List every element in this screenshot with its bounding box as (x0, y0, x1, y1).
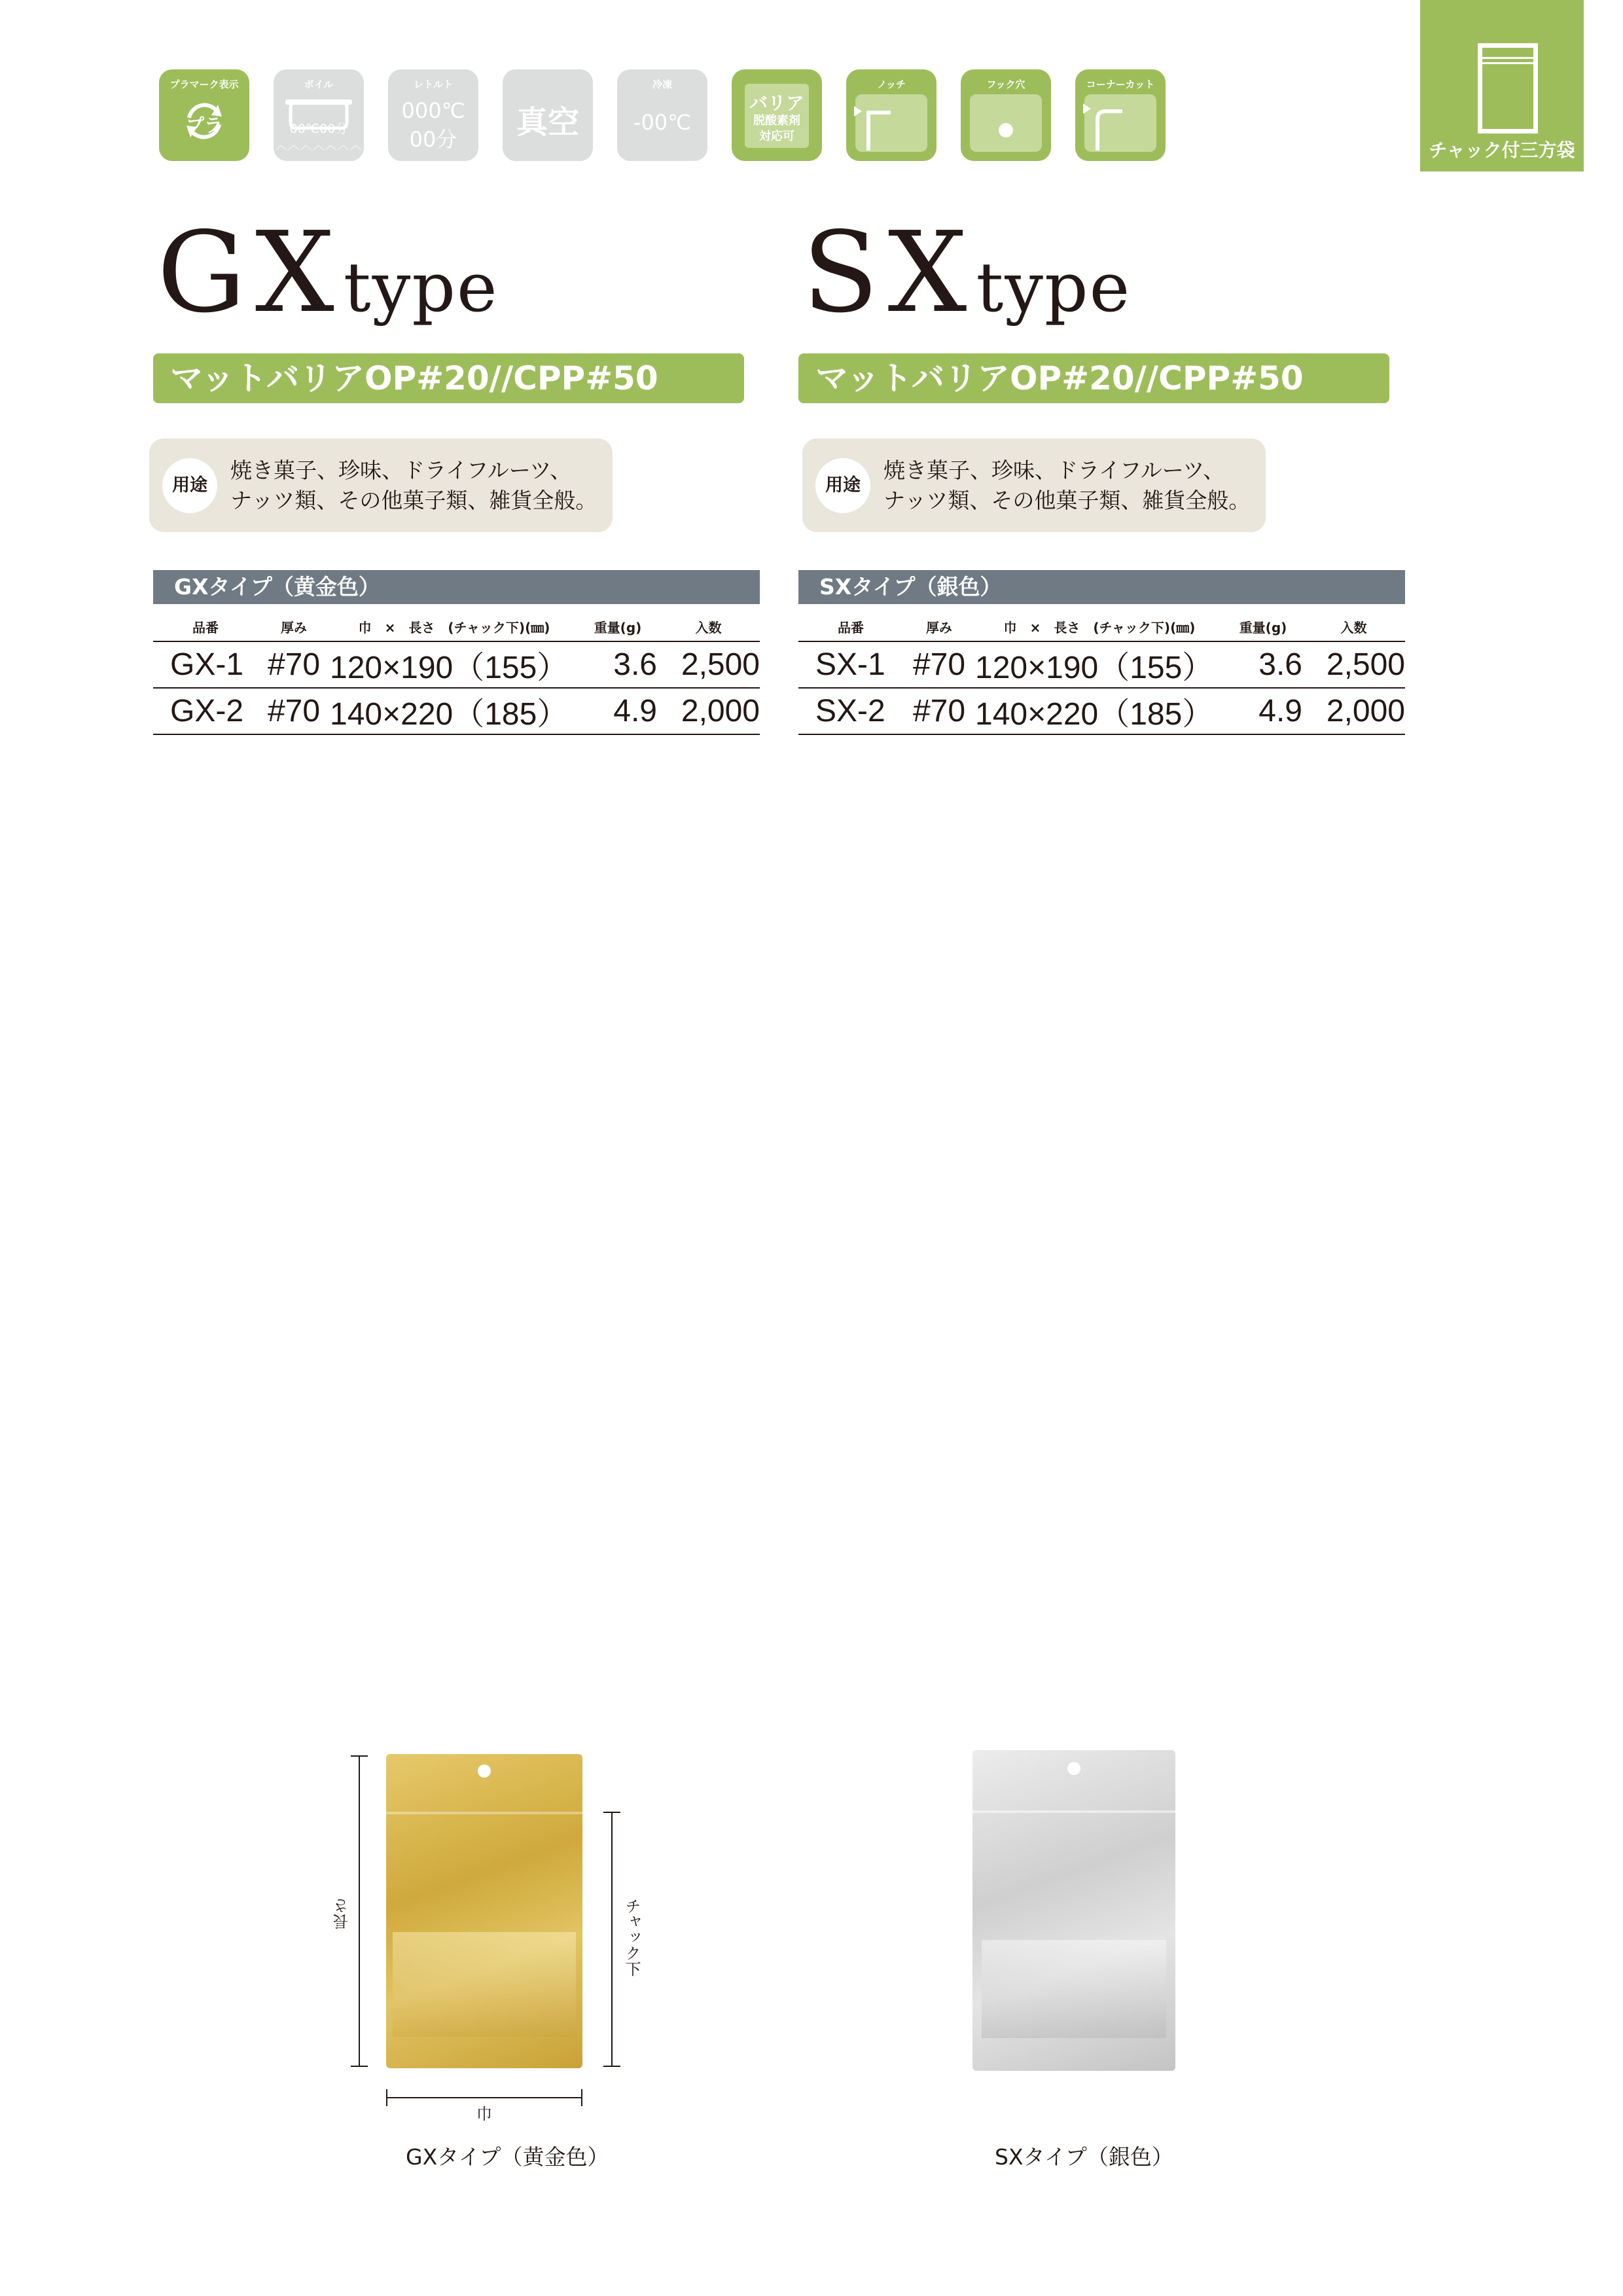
width-tick-right (581, 2089, 582, 2106)
col-thickness: 厚み (903, 612, 975, 641)
col-qty: 入数 (1302, 612, 1405, 641)
sx-spec-table (798, 612, 1405, 735)
category-label: チャック付三方袋 (1429, 139, 1575, 161)
length-dimension-line (359, 1755, 360, 2067)
vacuum-text: 真空 (516, 104, 579, 141)
sx-pouch-image (972, 1750, 1175, 2071)
icon-caption: フック穴 (986, 79, 1026, 90)
icon-caption: プラマーク表示 (169, 79, 239, 90)
col-size: 巾 × 長さ (チャック下)(㎜) (330, 612, 579, 641)
cell-thickness: #70 (903, 641, 975, 688)
table-row (798, 688, 1405, 734)
usage-text (230, 456, 597, 516)
cell-qty: 2,500 (657, 641, 760, 688)
usage-line: 焼き菓子、珍味、ドライフルーツ、 (883, 457, 1225, 483)
cell-code: GX-2 (153, 688, 258, 734)
cell-weight: 3.6 (1224, 641, 1302, 688)
usage-line: ナッツ類、その他菓子類、雑貨全般。 (230, 488, 597, 513)
vacuum-icon (503, 69, 593, 161)
cell-qty: 2,000 (657, 688, 760, 734)
cell-weight: 4.9 (579, 688, 657, 734)
gx-spec-title: GXタイプ（黄金色） (153, 570, 760, 604)
cell-code: GX-1 (153, 641, 258, 688)
hook-hole (478, 1765, 491, 1778)
retort-temp: 000℃ (401, 98, 465, 123)
gx-title-sub: type (343, 247, 499, 327)
col-thickness: 厚み (258, 612, 330, 641)
barrier-text: バリア (749, 92, 804, 114)
table-header-row (798, 612, 1405, 641)
sx-title-main: SX (802, 208, 976, 338)
icon-caption: 冷凍 (652, 79, 672, 90)
cell-size: 120×190（155） (975, 641, 1224, 688)
cell-code: SX-2 (798, 688, 903, 734)
gx-pouch-image (386, 1754, 582, 2068)
sx-material: マットバリアOP#20//CPP#50 (798, 353, 1389, 403)
clear-window (393, 1932, 576, 2037)
sx-spec-title: SXタイプ（銀色） (798, 570, 1405, 604)
sx-title (802, 208, 1131, 338)
icon-caption: コーナーカット (1086, 79, 1155, 90)
col-weight: 重量(g) (1224, 612, 1302, 641)
usage-line: ナッツ類、その他菓子類、雑貨全般。 (883, 488, 1251, 513)
cell-weight: 4.9 (1224, 688, 1302, 734)
zipper-line (972, 1810, 1175, 1813)
usage-label: 用途 (162, 458, 217, 513)
compatible-text: 対応可 (759, 130, 794, 143)
cell-qty: 2,500 (1302, 641, 1405, 688)
freeze-icon (617, 69, 707, 161)
clear-window (982, 1940, 1166, 2038)
freeze-text: -00℃ (633, 110, 692, 135)
gx-title-main: GX (157, 208, 344, 338)
col-size: 巾 × 長さ (チャック下)(㎜) (975, 612, 1224, 641)
gx-spec-table (153, 612, 760, 735)
length-tick-top (351, 1755, 368, 1757)
retort-time: 00分 (409, 127, 457, 152)
zipper-tick-bottom (603, 2066, 620, 2067)
sx-caption: SXタイプ（銀色） (995, 2144, 1173, 2170)
icon-caption: レトルト (413, 79, 453, 90)
gx-usage-box (149, 439, 613, 532)
hole-mark-icon (999, 123, 1013, 137)
gx-material: マットバリアOP#20//CPP#50 (153, 353, 744, 403)
plastic-mark-text: プラ (185, 115, 223, 136)
width-label: 巾 (476, 2105, 492, 2123)
table-row (153, 688, 760, 734)
gx-caption: GXタイプ（黄金色） (406, 2144, 609, 2170)
sx-usage-box (802, 439, 1266, 532)
length-tick-bottom (351, 2066, 368, 2067)
usage-text (883, 456, 1250, 516)
plastic-mark-icon (159, 69, 249, 161)
cell-size: 120×190（155） (330, 641, 579, 688)
corner-cut-mark-icon (1080, 99, 1152, 152)
icon-caption: ノッチ (877, 79, 906, 90)
corner-cut-icon (1075, 69, 1166, 161)
table-row (153, 641, 760, 688)
category-tab (1420, 0, 1584, 171)
col-weight: 重量(g) (579, 612, 657, 641)
col-code: 品番 (153, 612, 258, 641)
zipper-dimension-line (611, 1812, 613, 2067)
cell-thickness: #70 (258, 688, 330, 734)
gx-title (157, 208, 499, 338)
boil-text: 00℃00分 (289, 122, 348, 136)
usage-line: 焼き菓子、珍味、ドライフルーツ、 (230, 457, 572, 483)
cell-qty: 2,000 (1302, 688, 1405, 734)
zipper-tick-top (603, 1812, 620, 1813)
col-qty: 入数 (657, 612, 760, 641)
length-label: 長さ (333, 1898, 351, 1929)
zipper-bag-icon (1478, 43, 1538, 134)
hook-hole-icon (961, 69, 1051, 161)
icon-caption: ボイル (304, 79, 334, 90)
below-zipper-label: チャック下 (622, 1898, 641, 1977)
width-dimension-line (386, 2097, 582, 2098)
cell-code: SX-1 (798, 641, 903, 688)
zipper-line (386, 1812, 582, 1814)
notch-icon (846, 69, 936, 161)
table-header-row (153, 612, 760, 641)
retort-icon (388, 69, 478, 161)
barrier-icon (732, 69, 822, 161)
col-code: 品番 (798, 612, 903, 641)
cell-thickness: #70 (258, 641, 330, 688)
cell-weight: 3.6 (579, 641, 657, 688)
table-row (798, 641, 1405, 688)
flame-icon: ︿︿︿︿︿︿︿ (275, 139, 363, 152)
usage-label: 用途 (815, 458, 870, 513)
cell-thickness: #70 (903, 688, 975, 734)
notch-mark-icon (851, 99, 923, 152)
hook-hole (1067, 1762, 1080, 1775)
cell-size: 140×220（185） (975, 688, 1224, 734)
cell-size: 140×220（185） (330, 688, 579, 734)
boil-icon (274, 69, 364, 161)
sx-title-sub: type (976, 247, 1132, 327)
width-tick-left (386, 2089, 387, 2106)
oxygen-absorber-text: 脱酸素剤 (753, 114, 800, 128)
